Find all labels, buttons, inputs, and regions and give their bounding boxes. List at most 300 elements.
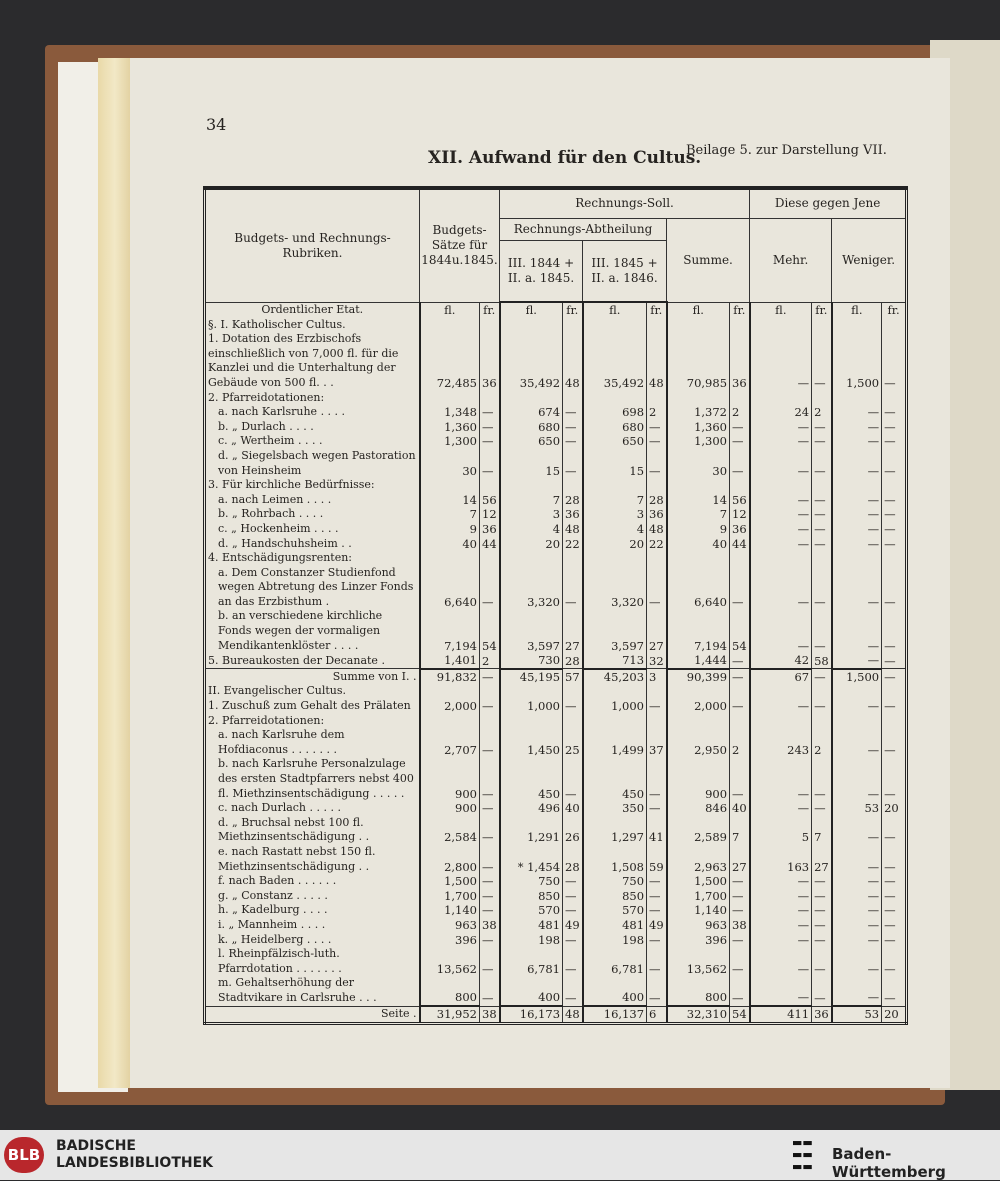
table-row xyxy=(205,947,907,976)
gulden-cell: 900 xyxy=(667,757,730,801)
gulden-cell: 53 xyxy=(832,1006,882,1023)
gulden-cell: — xyxy=(750,420,812,435)
table-row xyxy=(205,699,907,714)
table-row xyxy=(205,816,907,845)
kreuzer-cell: 7 xyxy=(812,816,832,845)
row-label: Seite . xyxy=(205,1006,420,1023)
table-row xyxy=(205,302,907,318)
gulden-cell: — xyxy=(750,493,812,508)
row-label: b. „ Durlach . . . . xyxy=(218,419,314,433)
gulden-cell: — xyxy=(750,947,812,976)
gulden-cell: 7 xyxy=(500,493,563,508)
gulden-cell: 20 xyxy=(583,537,647,552)
kreuzer-cell: — xyxy=(882,757,907,801)
kreuzer-cell xyxy=(563,714,583,729)
kreuzer-cell xyxy=(882,391,907,406)
row-label: II. Evangelischer Cultus. xyxy=(208,684,346,698)
gulden-cell xyxy=(420,391,480,406)
gulden-cell: 1,700 xyxy=(420,889,480,904)
kreuzer-cell: — xyxy=(563,933,583,948)
gulden-cell: — xyxy=(832,507,882,522)
gulden-cell xyxy=(583,684,647,699)
kreuzer-cell: 36 xyxy=(812,1006,832,1023)
kreuzer-cell: 22 xyxy=(563,537,583,552)
kreuzer-cell xyxy=(480,478,500,493)
gulden-cell xyxy=(500,318,563,333)
table-row xyxy=(205,1006,907,1023)
gulden-cell xyxy=(750,684,812,699)
gulden-cell xyxy=(832,318,882,333)
kreuzer-cell: — xyxy=(812,493,832,508)
row-label: 2. Pfarreidotationen: xyxy=(208,713,325,727)
kreuzer-cell xyxy=(812,684,832,699)
gulden-cell: 1,500 xyxy=(667,874,730,889)
gulden-cell xyxy=(667,714,730,729)
header-diese: Diese gegen Jene xyxy=(750,188,907,218)
kreuzer-cell: — xyxy=(480,845,500,874)
gulden-cell: 481 xyxy=(500,918,563,933)
gulden-cell: 72,485 xyxy=(420,332,480,390)
gulden-cell: 1,140 xyxy=(667,903,730,918)
kreuzer-cell: — xyxy=(563,699,583,714)
kreuzer-cell: 49 xyxy=(563,918,583,933)
table-row xyxy=(205,493,907,508)
kreuzer-cell: — xyxy=(730,699,750,714)
table-row xyxy=(205,653,907,669)
kreuzer-cell: fr. xyxy=(647,302,667,318)
kreuzer-cell xyxy=(563,684,583,699)
kreuzer-cell: — xyxy=(812,918,832,933)
kreuzer-cell: 54 xyxy=(730,1006,750,1023)
footer-bar xyxy=(0,1130,1000,1180)
header-abtheilung: Rechnungs-Abtheilung xyxy=(500,218,667,240)
gulden-cell xyxy=(667,478,730,493)
table-row xyxy=(205,728,907,757)
kreuzer-cell: 54 xyxy=(730,609,750,653)
kreuzer-cell: 25 xyxy=(563,728,583,757)
kreuzer-cell: — xyxy=(812,889,832,904)
row-label: b. an verschiedene kirchliche Fonds wegen der vormaligen Mendikantenklöster . . . . xyxy=(218,609,383,652)
row-label: 3. Für kirchliche Bedürfnisse: xyxy=(208,478,375,492)
row-label: d. „ Bruchsal nebst 100 fl. Miethzinsentschädigung . . xyxy=(218,815,370,844)
kreuzer-cell xyxy=(647,714,667,729)
gulden-cell: 674 xyxy=(500,405,563,420)
gulden-cell: 1,401 xyxy=(420,653,480,669)
gulden-cell: 45,203 xyxy=(583,669,647,685)
gulden-cell: 1,500 xyxy=(832,332,882,390)
kreuzer-cell: — xyxy=(563,434,583,449)
kreuzer-cell: 26 xyxy=(563,816,583,845)
kreuzer-cell: — xyxy=(812,434,832,449)
gulden-cell: — xyxy=(750,874,812,889)
table-row xyxy=(205,874,907,889)
gulden-cell: 846 xyxy=(667,801,730,816)
kreuzer-cell: — xyxy=(812,669,832,685)
gulden-cell: 1,500 xyxy=(832,669,882,685)
kreuzer-cell: — xyxy=(812,449,832,478)
gulden-cell: 396 xyxy=(667,933,730,948)
table-row xyxy=(205,918,907,933)
kreuzer-cell: — xyxy=(647,976,667,1006)
kreuzer-cell: — xyxy=(730,874,750,889)
kreuzer-cell: 22 xyxy=(647,537,667,552)
gulden-cell: 1,140 xyxy=(420,903,480,918)
gulden-cell: fl. xyxy=(583,302,647,318)
gulden-cell xyxy=(500,684,563,699)
gulden-cell: 42 xyxy=(750,653,812,669)
gulden-cell: — xyxy=(832,918,882,933)
table-row xyxy=(205,933,907,948)
kreuzer-cell: 59 xyxy=(647,845,667,874)
kreuzer-cell: — xyxy=(730,903,750,918)
gulden-cell: — xyxy=(832,889,882,904)
header-mehr: Mehr. xyxy=(750,218,832,302)
gulden-cell: 40 xyxy=(420,537,480,552)
kreuzer-cell: 38 xyxy=(480,1006,500,1023)
gulden-cell: 7 xyxy=(667,507,730,522)
kreuzer-cell: — xyxy=(882,522,907,537)
kreuzer-cell xyxy=(882,714,907,729)
gulden-cell: 198 xyxy=(583,933,647,948)
gulden-cell: — xyxy=(750,801,812,816)
kreuzer-cell: — xyxy=(563,420,583,435)
kreuzer-cell: 40 xyxy=(563,801,583,816)
header-rubriken: Budgets- und Rechnungs-Rubriken. xyxy=(205,188,420,302)
gulden-cell: 67 xyxy=(750,669,812,685)
kreuzer-cell: — xyxy=(647,947,667,976)
gulden-cell xyxy=(750,391,812,406)
row-label: m. Gehaltserhöhung der Stadtvikare in Carlsruhe . . . xyxy=(218,976,377,1004)
gulden-cell: 963 xyxy=(420,918,480,933)
kreuzer-cell: — xyxy=(882,728,907,757)
gulden-cell: — xyxy=(832,434,882,449)
kreuzer-cell: — xyxy=(882,434,907,449)
row-label: a. nach Leimen . . . . xyxy=(218,492,332,506)
gulden-cell: — xyxy=(832,947,882,976)
gulden-cell: 45,195 xyxy=(500,669,563,685)
kreuzer-cell: 2 xyxy=(480,653,500,669)
kreuzer-cell: — xyxy=(812,801,832,816)
kreuzer-cell: — xyxy=(882,669,907,685)
kreuzer-cell: 12 xyxy=(480,507,500,522)
kreuzer-cell: — xyxy=(480,434,500,449)
gulden-cell: 6,640 xyxy=(420,566,480,610)
gulden-cell: 13,562 xyxy=(667,947,730,976)
blb-logo: BLB xyxy=(4,1137,44,1173)
gulden-cell: fl. xyxy=(500,302,563,318)
kreuzer-cell: — xyxy=(882,889,907,904)
table-row xyxy=(205,522,907,537)
gulden-cell xyxy=(583,714,647,729)
kreuzer-cell xyxy=(563,318,583,333)
gulden-cell: — xyxy=(832,609,882,653)
gulden-cell: 570 xyxy=(500,903,563,918)
kreuzer-cell: 48 xyxy=(647,332,667,390)
kreuzer-cell: — xyxy=(882,918,907,933)
kreuzer-cell: — xyxy=(882,947,907,976)
kreuzer-cell xyxy=(480,714,500,729)
gulden-cell xyxy=(750,478,812,493)
kreuzer-cell: 48 xyxy=(647,522,667,537)
gulden-cell: 2,950 xyxy=(667,728,730,757)
gulden-cell: 163 xyxy=(750,845,812,874)
kreuzer-cell: 20 xyxy=(882,801,907,816)
kreuzer-cell: 38 xyxy=(730,918,750,933)
kreuzer-cell: fr. xyxy=(812,302,832,318)
gulden-cell: 35,492 xyxy=(500,332,563,390)
gulden-cell: 6,781 xyxy=(500,947,563,976)
gulden-cell: 14 xyxy=(420,493,480,508)
gulden-cell xyxy=(420,551,480,566)
kreuzer-cell: 27 xyxy=(730,845,750,874)
kreuzer-cell xyxy=(480,684,500,699)
gulden-cell: 14 xyxy=(667,493,730,508)
gulden-cell xyxy=(500,391,563,406)
gulden-cell xyxy=(832,684,882,699)
table-row xyxy=(205,757,907,801)
row-label: 5. Bureaukosten der Decanate . xyxy=(208,653,385,667)
kreuzer-cell: 28 xyxy=(563,653,583,669)
gulden-cell xyxy=(832,391,882,406)
gulden-cell: 750 xyxy=(583,874,647,889)
kreuzer-cell: fr. xyxy=(882,302,907,318)
kreuzer-cell xyxy=(882,551,907,566)
table-row xyxy=(205,434,907,449)
row-label: 2. Pfarreidotationen: xyxy=(208,390,325,404)
kreuzer-cell: fr. xyxy=(563,302,583,318)
kreuzer-cell: 36 xyxy=(480,332,500,390)
gulden-cell: 850 xyxy=(583,889,647,904)
kreuzer-cell xyxy=(647,551,667,566)
gulden-cell: 1,444 xyxy=(667,653,730,669)
gulden-cell: 680 xyxy=(583,420,647,435)
kreuzer-cell: — xyxy=(480,699,500,714)
kreuzer-cell: 2 xyxy=(730,728,750,757)
gulden-cell: 90,399 xyxy=(667,669,730,685)
kreuzer-cell: — xyxy=(882,507,907,522)
gulden-cell xyxy=(420,714,480,729)
kreuzer-cell: — xyxy=(730,757,750,801)
gulden-cell: 16,137 xyxy=(583,1006,647,1023)
kreuzer-cell: — xyxy=(812,507,832,522)
gulden-cell: 15 xyxy=(500,449,563,478)
table-row xyxy=(205,420,907,435)
row-label: k. „ Heidelberg . . . . xyxy=(218,932,332,946)
kreuzer-cell xyxy=(882,318,907,333)
gulden-cell: — xyxy=(832,874,882,889)
table-row xyxy=(205,566,907,610)
gulden-cell: — xyxy=(832,757,882,801)
row-label: a. nach Karlsruhe dem Hofdiaconus . . . . . . . xyxy=(218,728,345,756)
kreuzer-cell: — xyxy=(647,699,667,714)
gulden-cell: — xyxy=(750,757,812,801)
gulden-cell: — xyxy=(750,609,812,653)
kreuzer-cell: 28 xyxy=(563,493,583,508)
gulden-cell: 3 xyxy=(500,507,563,522)
kreuzer-cell: — xyxy=(563,947,583,976)
kreuzer-cell: — xyxy=(563,889,583,904)
gulden-cell: 20 xyxy=(500,537,563,552)
row-label: 4. Entschädigungsrenten: xyxy=(208,551,353,565)
gulden-cell: fl. xyxy=(750,302,812,318)
table-row xyxy=(205,669,907,685)
gulden-cell: 481 xyxy=(583,918,647,933)
gulden-cell: 9 xyxy=(667,522,730,537)
kreuzer-cell: — xyxy=(730,653,750,669)
gulden-cell: 1,300 xyxy=(667,434,730,449)
gulden-cell: — xyxy=(750,903,812,918)
kreuzer-cell: 12 xyxy=(730,507,750,522)
gulden-cell: — xyxy=(832,449,882,478)
table-row xyxy=(205,332,907,390)
gulden-cell: — xyxy=(750,332,812,390)
table-row xyxy=(205,976,907,1006)
kreuzer-cell: — xyxy=(882,903,907,918)
gulden-cell: 7 xyxy=(420,507,480,522)
gulden-cell: 750 xyxy=(500,874,563,889)
kreuzer-cell xyxy=(730,478,750,493)
header-weniger: Weniger. xyxy=(832,218,907,302)
table-row xyxy=(205,845,907,874)
kreuzer-cell: — xyxy=(563,976,583,1006)
gulden-cell xyxy=(667,551,730,566)
gulden-cell: 198 xyxy=(500,933,563,948)
gulden-cell: 963 xyxy=(667,918,730,933)
gulden-cell: 730 xyxy=(500,653,563,669)
kreuzer-cell: 38 xyxy=(480,918,500,933)
kreuzer-cell xyxy=(730,318,750,333)
kreuzer-cell xyxy=(480,318,500,333)
gulden-cell: — xyxy=(832,566,882,610)
kreuzer-cell: fr. xyxy=(480,302,500,318)
kreuzer-cell xyxy=(730,684,750,699)
header-budget: Budgets-Sätze für 1844u.1845. xyxy=(420,188,500,302)
state-name: Baden-Württemberg xyxy=(832,1145,946,1181)
gulden-cell: 3,597 xyxy=(583,609,647,653)
gulden-cell: 570 xyxy=(583,903,647,918)
kreuzer-cell: — xyxy=(480,933,500,948)
kreuzer-cell: — xyxy=(647,903,667,918)
gulden-cell: 16,173 xyxy=(500,1006,563,1023)
gulden-cell: 1,700 xyxy=(667,889,730,904)
gulden-cell: — xyxy=(832,420,882,435)
gulden-cell: 7,194 xyxy=(667,609,730,653)
gulden-cell: 1,508 xyxy=(583,845,647,874)
gulden-cell: 400 xyxy=(500,976,563,1006)
gulden-cell: — xyxy=(832,522,882,537)
kreuzer-cell xyxy=(480,391,500,406)
gulden-cell: fl. xyxy=(420,302,480,318)
kreuzer-cell: — xyxy=(730,420,750,435)
table-row xyxy=(205,903,907,918)
gulden-cell: — xyxy=(832,728,882,757)
kreuzer-cell: 36 xyxy=(563,507,583,522)
gulden-cell: 680 xyxy=(500,420,563,435)
gulden-cell: 4 xyxy=(583,522,647,537)
gulden-cell: 24 xyxy=(750,405,812,420)
gulden-cell xyxy=(420,478,480,493)
row-label: e. nach Rastatt nebst 150 fl. Miethzinsentschädigung . . xyxy=(218,844,376,873)
gulden-cell: — xyxy=(750,522,812,537)
kreuzer-cell: — xyxy=(812,757,832,801)
gulden-cell xyxy=(667,391,730,406)
gulden-cell xyxy=(667,318,730,333)
kreuzer-cell: — xyxy=(647,449,667,478)
gulden-cell: — xyxy=(750,507,812,522)
gulden-cell: 2,589 xyxy=(667,816,730,845)
kreuzer-cell: 58 xyxy=(812,653,832,669)
kreuzer-cell: — xyxy=(882,332,907,390)
row-label: d. „ Handschuhsheim . . xyxy=(218,536,352,550)
kreuzer-cell: — xyxy=(812,976,832,1006)
table-row xyxy=(205,537,907,552)
kreuzer-cell: — xyxy=(647,757,667,801)
gulden-cell: — xyxy=(832,405,882,420)
gulden-cell: 53 xyxy=(832,801,882,816)
kreuzer-cell: 32 xyxy=(647,653,667,669)
gulden-cell: — xyxy=(832,537,882,552)
kreuzer-cell: — xyxy=(563,874,583,889)
kreuzer-cell: — xyxy=(812,903,832,918)
row-label: d. „ Siegelsbach wegen Pastoration von Heinsheim xyxy=(218,448,416,477)
gulden-cell: fl. xyxy=(667,302,730,318)
kreuzer-cell: — xyxy=(480,816,500,845)
row-label: a. Dem Constanzer Studienfond wegen Abtretung des Linzer Fonds an das Erzbisthum . xyxy=(218,565,414,608)
gulden-cell: 7,194 xyxy=(420,609,480,653)
kreuzer-cell: 54 xyxy=(480,609,500,653)
kreuzer-cell: 6 xyxy=(647,1006,667,1023)
kreuzer-cell xyxy=(812,391,832,406)
gulden-cell: 850 xyxy=(500,889,563,904)
gulden-cell: 1,000 xyxy=(583,699,647,714)
gulden-cell: 1,450 xyxy=(500,728,563,757)
gulden-cell: 2,000 xyxy=(420,699,480,714)
kreuzer-cell xyxy=(882,684,907,699)
row-label: b. nach Karlsruhe Personalzulage des ersten Stadtpfarrers nebst 400 fl. Miethzinsentschädigung . . . . . xyxy=(218,757,414,800)
table-row xyxy=(205,507,907,522)
table-row xyxy=(205,714,907,729)
kreuzer-cell xyxy=(812,318,832,333)
table-row xyxy=(205,551,907,566)
gulden-cell: 6,640 xyxy=(667,566,730,610)
gulden-cell: 1,360 xyxy=(420,420,480,435)
kreuzer-cell: 48 xyxy=(563,332,583,390)
gulden-cell: 1,360 xyxy=(667,420,730,435)
gulden-cell: 350 xyxy=(583,801,647,816)
kreuzer-cell: — xyxy=(812,699,832,714)
row-label: c. nach Durlach . . . . . xyxy=(218,801,341,815)
row-label: a. nach Karlsruhe . . . . xyxy=(218,405,346,419)
kreuzer-cell: — xyxy=(647,933,667,948)
kreuzer-cell: 44 xyxy=(730,537,750,552)
row-label: f. nach Baden . . . . . . xyxy=(218,874,337,888)
gulden-cell: 800 xyxy=(667,976,730,1006)
gulden-cell: 496 xyxy=(500,801,563,816)
gulden-cell: 30 xyxy=(420,449,480,478)
gulden-cell xyxy=(583,478,647,493)
gulden-cell: 713 xyxy=(583,653,647,669)
gulden-cell: — xyxy=(832,816,882,845)
gulden-cell: 396 xyxy=(420,933,480,948)
kreuzer-cell: — xyxy=(730,933,750,948)
page-title: XII. Aufwand für den Cultus. xyxy=(428,148,702,168)
gulden-cell: 13,562 xyxy=(420,947,480,976)
gulden-cell: 32,310 xyxy=(667,1006,730,1023)
kreuzer-cell: — xyxy=(882,537,907,552)
kreuzer-cell: — xyxy=(882,405,907,420)
gulden-cell: 1,372 xyxy=(667,405,730,420)
kreuzer-cell: — xyxy=(730,434,750,449)
